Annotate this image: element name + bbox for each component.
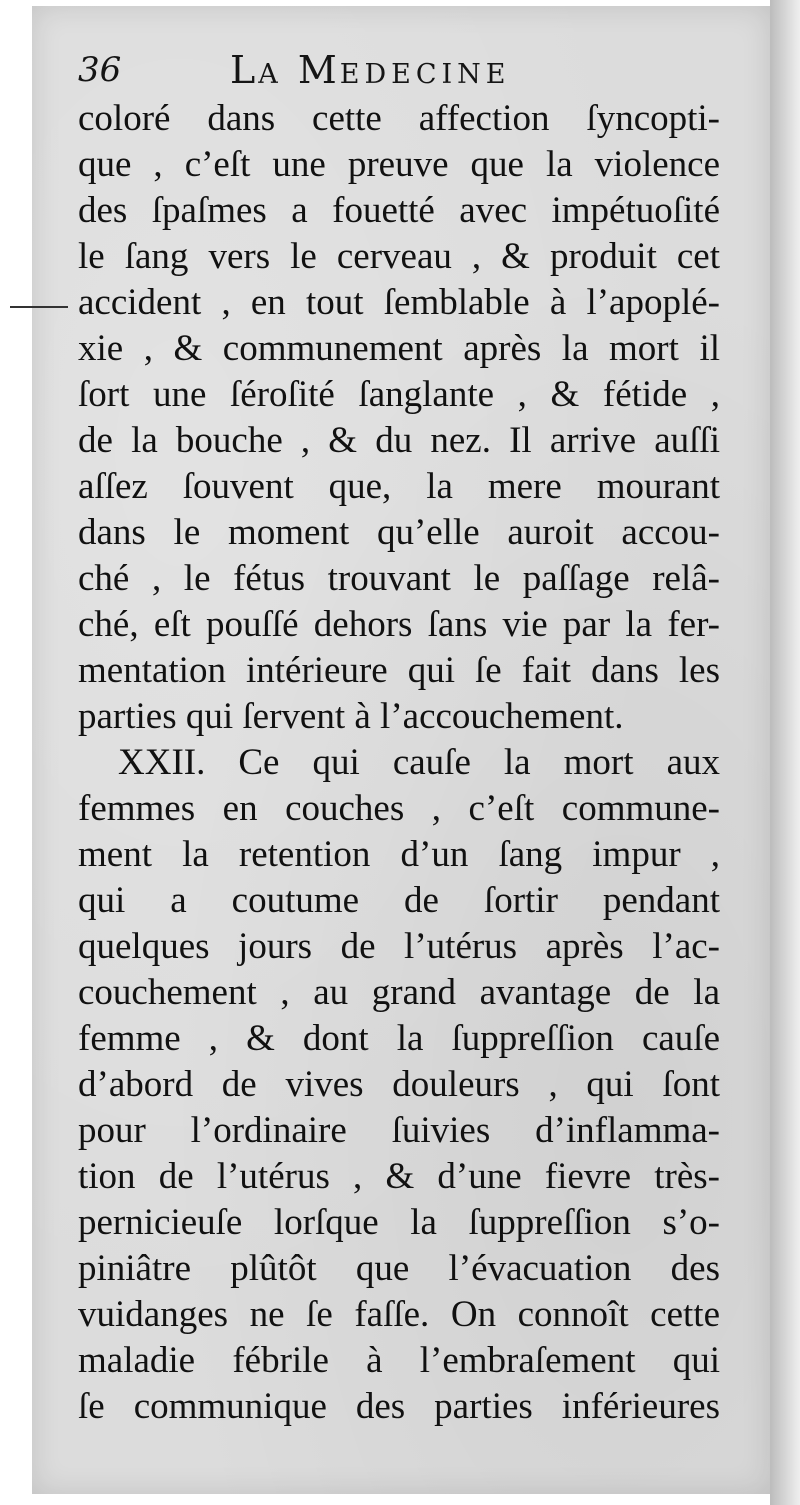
text-line: mentation intérieure qui ſe fait dans les	[78, 650, 720, 691]
text-line: xie , & communement après la mort il	[78, 328, 720, 369]
text-line: ché, eſt pouſſé dehors ſans vie par la fer-	[78, 604, 720, 645]
text-line: parties qui ſervent à l’accouchement.	[78, 696, 624, 737]
text-line: femmes en couches , c’eſt commune-	[78, 788, 720, 829]
running-title	[230, 48, 510, 92]
text-line: piniâtre plûtôt que l’évacuation des	[78, 1248, 720, 1289]
title-initial-l: L	[230, 48, 259, 92]
text-line: aſſez ſouvent que, la mere mourant	[78, 466, 720, 507]
text-line: ſe communique des parties inférieures	[78, 1386, 720, 1427]
text-line: couchement , au grand avantage de la	[78, 972, 720, 1013]
text-line: d’abord de vives douleurs , qui ſont	[78, 1064, 720, 1105]
text-line: dans le moment qu’elle auroit accou-	[78, 512, 720, 553]
text-line: ſort une ſéroſité ſanglante , & fétide ,	[78, 374, 720, 415]
text-line: coloré dans cette affection ſyncopti-	[78, 98, 720, 139]
body-text	[78, 96, 720, 1430]
text-line: accident , en tout ſemblable à l’apoplé-	[78, 282, 720, 323]
text-line: pernicieuſe lorſque la ſuppreſſion s’o-	[78, 1202, 720, 1243]
text-line: le ſang vers le cerveau , & produit cet	[78, 236, 720, 277]
text-line: tion de l’utérus , & d’une fievre très-	[78, 1156, 720, 1197]
text-line: vuidanges ne ſe faſſe. On connoît cette	[78, 1294, 720, 1335]
page-number: 36	[78, 50, 122, 90]
text-line: que , c’eſt une preuve que la violence	[78, 144, 720, 185]
text-line: qui a coutume de ſortir pendant	[78, 880, 720, 921]
text-line: ché , le fétus trouvant le paſſage relâ-	[78, 558, 720, 599]
section-heading-line: XXII. Ce qui cauſe la mort aux	[118, 742, 720, 783]
text-line: femme , & dont la ſuppreſſion cauſe	[78, 1018, 720, 1059]
text-line: pour l’ordinaire ſuivies d’inflamma-	[78, 1110, 720, 1151]
text-line: des ſpaſmes a fouetté avec impétuoſité	[78, 190, 720, 231]
title-rest-a: A	[258, 59, 283, 90]
text-line: de la bouche , & du nez. Il arrive auſſi	[78, 420, 720, 461]
text-line: maladie fébrile à l’embraſement qui	[78, 1340, 720, 1381]
title-rest-edecine: EDECINE	[339, 59, 511, 90]
text-line: quelques jours de l’utérus après l’ac-	[78, 926, 720, 967]
text-line: ment la retention d’un ſang impur ,	[78, 834, 720, 875]
running-header	[78, 48, 728, 92]
title-initial-m: M	[297, 48, 340, 92]
facing-page-edge	[770, 0, 800, 1505]
margin-mark	[10, 306, 68, 308]
